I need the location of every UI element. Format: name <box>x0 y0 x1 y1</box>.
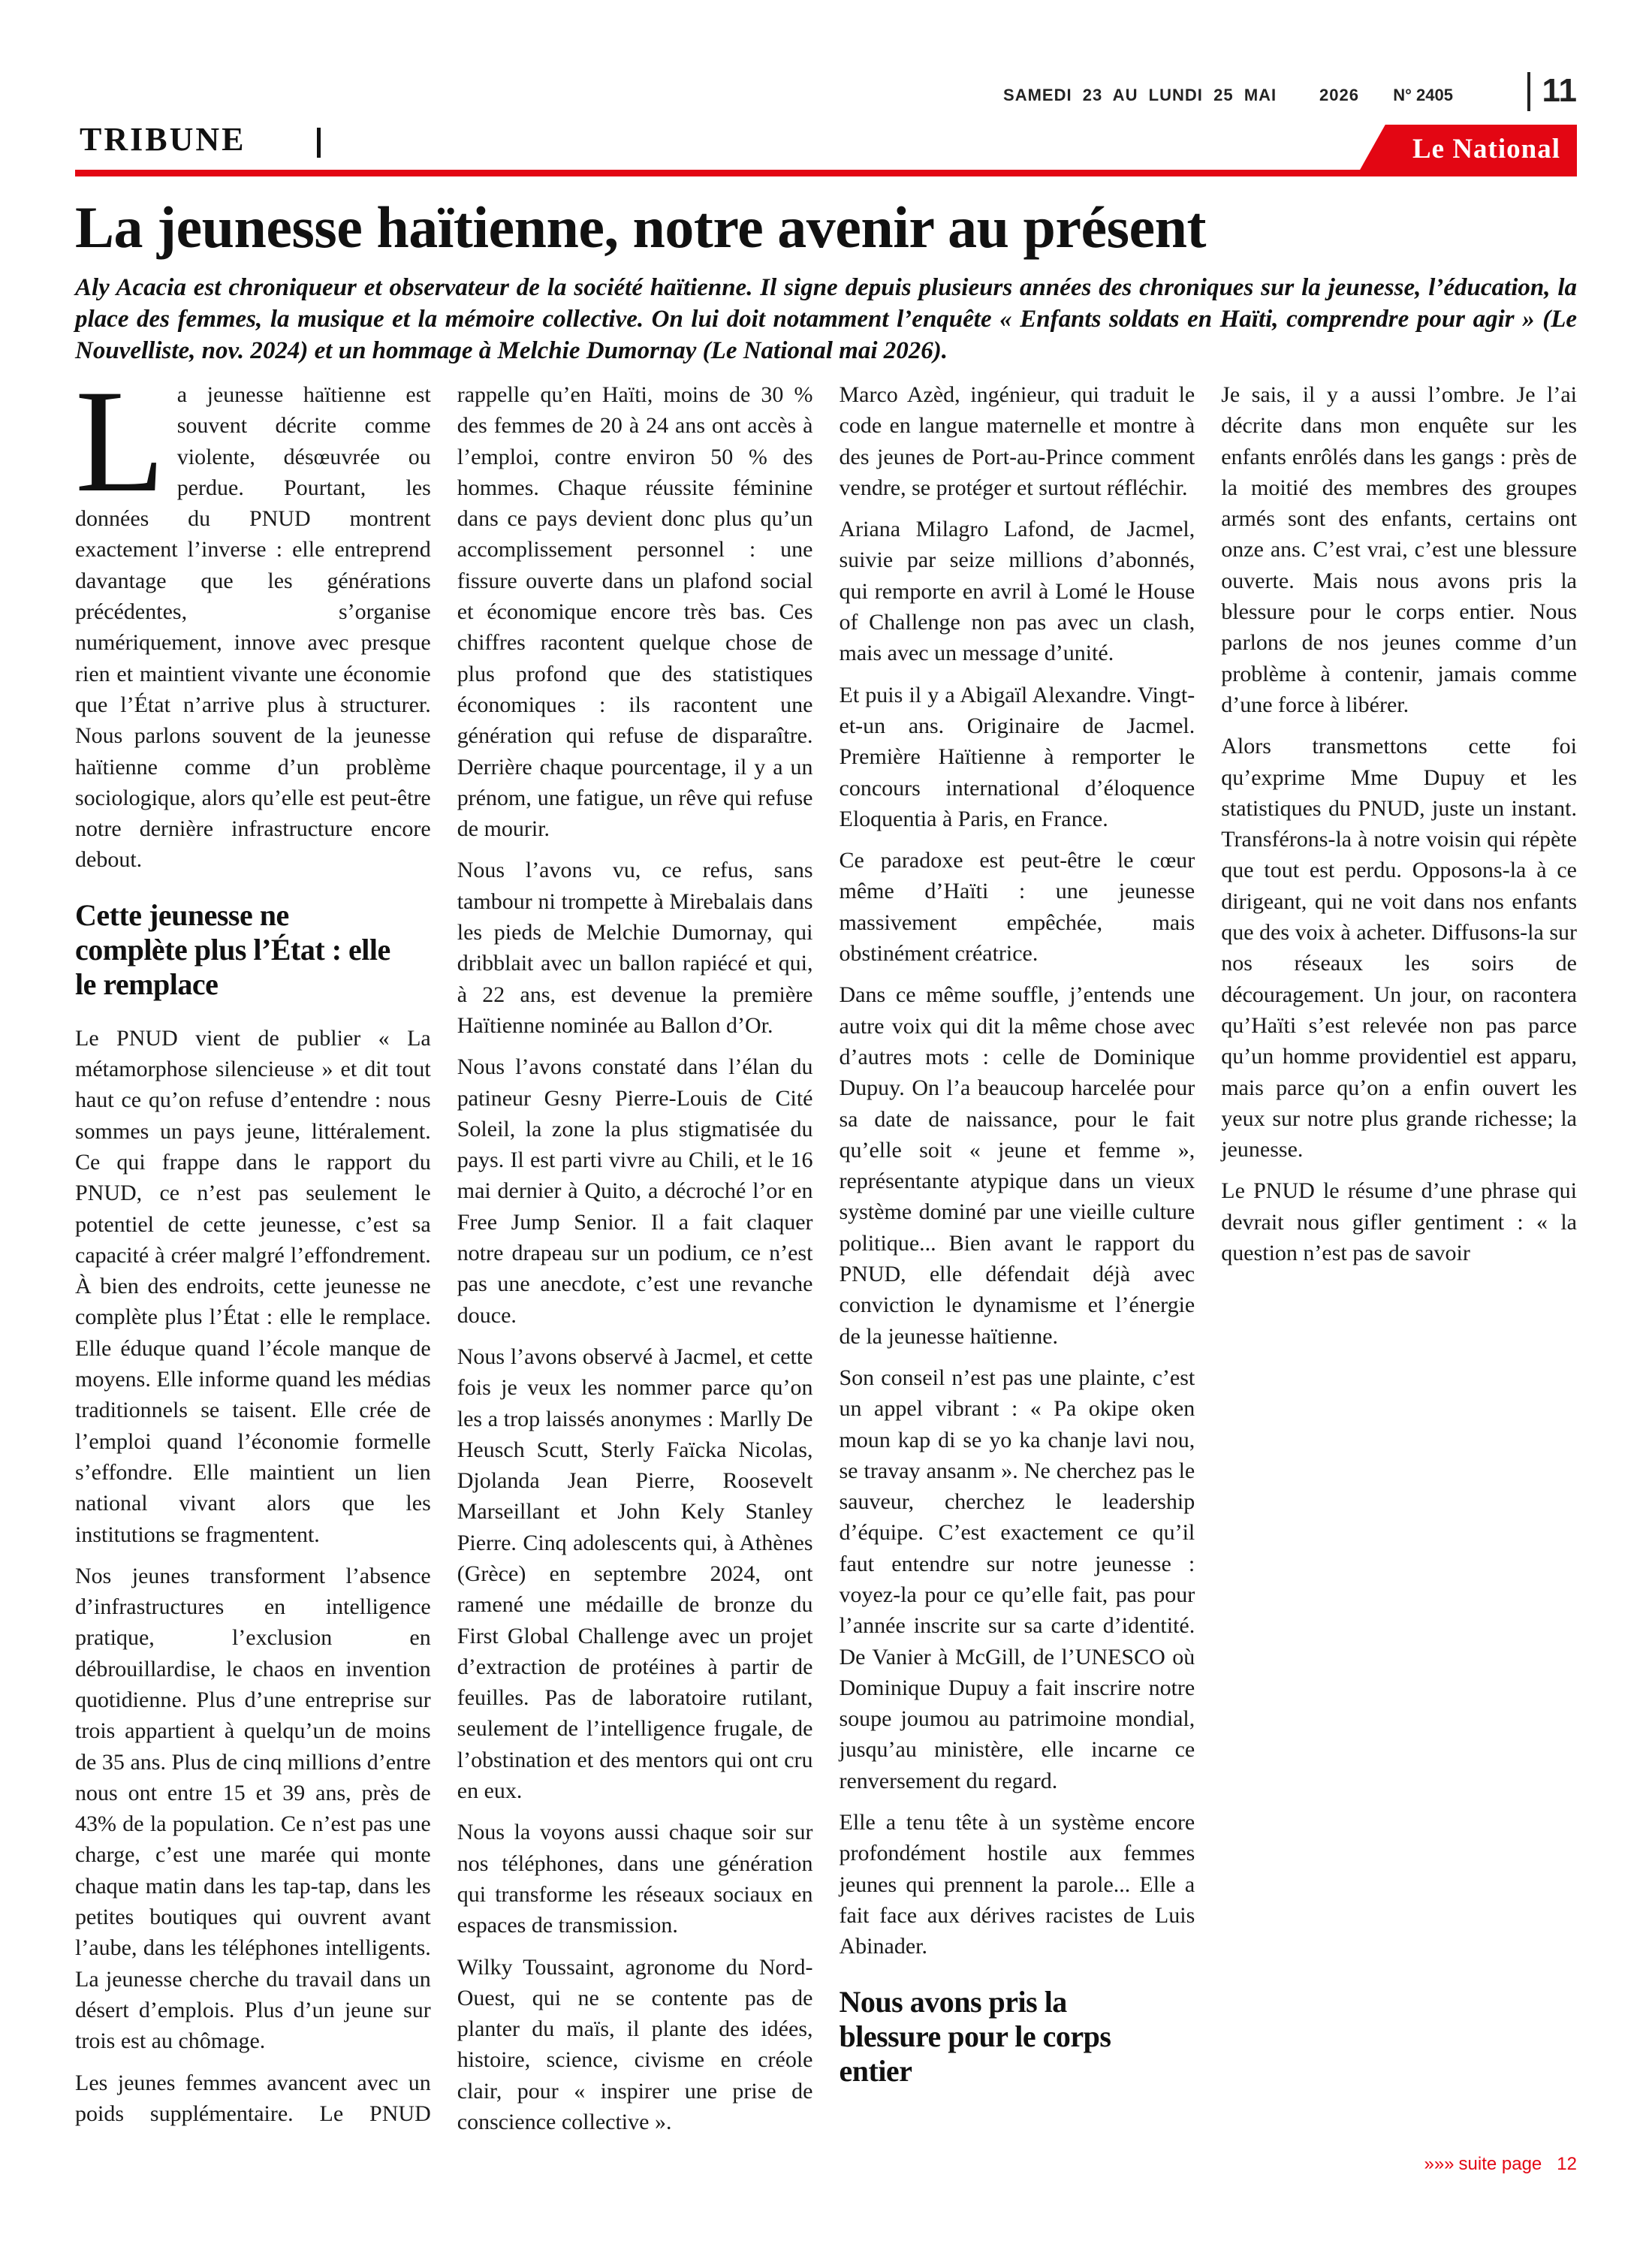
body-paragraph: Nous l’avons constaté dans l’élan du patineur Gesny Pierre-Louis de Cité Soleil, la zone la plus stigmatisée du pays. Il est parti vivre au Chili, et le 16 mai dernier à Quito, a décroché l’or en Free Jump Senior. Il a fait claquer notre drapeau sur un podium, ce n’est pas une anecdote, c’est une revanche douce. <box>457 1054 813 1328</box>
body-paragraph: Ariana Milagro Lafond, de Jacmel, suivie par seize millions d’abonnés, qui remporte en avril à Lomé le House of Challenge non pas avec un clash, mais avec un message d’unité. <box>839 517 1195 666</box>
subheading-1-line: Cette jeunesse ne <box>75 897 289 932</box>
issue-year: 2026 <box>1319 86 1359 104</box>
article-title: La jeunesse haïtienne, notre avenir au présent <box>75 195 1206 260</box>
issue-number: N° 2405 <box>1393 86 1453 104</box>
body-paragraph: Nous la voyons aussi chaque soir sur nos téléphones, dans une génération qui transforme les réseaux sociaux en espaces de transmission. <box>457 1820 813 1938</box>
body-paragraph: Les jeunes femmes avancent avec un poids supplémentaire. Le PNUD rappelle qu’en Haïti, moins de 30 % des femmes de 20 à 24 ans ont accès à l’emploi, contre environ 50 % des hommes. Chaque réussite féminine dans ce pays devient donc plus qu’un accomplissement personnel : une fissure ouverte dans un plafond social et économique encore très bas. Ces chiffres racontent quelque chose de plus profond que des statistiques économiques : ils racontent une génération qui refuse de disparaître. Derrière chaque pourcentage, il y a un prénom, une fatigue, un rêve qui refuse de mourir. <box>75 382 813 2126</box>
body-paragraph: Marco Azèd, ingénieur, qui traduit le code en langue maternelle et montre à des jeunes de Port-au-Prince comment vendre, se protéger et surtout réfléchir. <box>839 382 1195 500</box>
masthead <box>75 0 1577 180</box>
body-paragraph: Dans ce même souffle, j’entends une autre voix qui dit la même chose avec d’autres mots : celle de Dominique Dupuy. On l’a beaucoup harcelée pour sa date de naissance, pour le fait qu’elle soit « jeune et femme », représentante atypique dans un vieux système dominé par une vieille culture politique... Bien avant le rapport du PNUD, elle défendait déjà avec conviction le dynamisme et l’énergie de la jeunesse haïtienne. <box>839 982 1195 1349</box>
rubric-divider <box>317 128 321 158</box>
subheading-1-line: complète plus l’État : elle <box>75 932 390 967</box>
continued-link[interactable] <box>1424 2154 1577 2175</box>
body-paragraph: Alors transmettons cette foi qu’exprime Mme Dupuy et les statistiques du PNUD, juste un instant. Transférons-la à notre voisin qui répète que tout est perdu. Opposons-la à ce dirigeant, qui ne voit dans nos enfants que des voix à acheter. Diffusons-la sur nos réseaux les soirs de découragement. Un jour, on racontera qu’Haïti s’est relevée non pas parce qu’un homme providentiel est apparu, mais parce qu’on a enfin ouvert les yeux sur notre plus grande richesse; la jeunesse. <box>1221 734 1577 1163</box>
body-paragraph: Elle a tenu tête à un système encore profondément hostile aux femmes jeunes qui prennent la parole... Elle a fait face aux dérives racistes de Luis Abinader. <box>839 1810 1195 1959</box>
subheading-2-line: Nous avons pris la <box>839 1984 1067 2019</box>
intro-text: a jeunesse haïtienne est souvent décrite comme violente, désœuvrée ou perdue. Pourtant, les données du PNUD montrent exactement l’inverse : elle entreprend davantage que les générations précédentes, s’organise numériquement, innove avec presque rien et maintient vivante une économie que l’État n’arrive plus à structurer. Nous parlons souvent de la jeunesse haïtienne comme d’un problème sociologique, alors qu’elle est peut-être notre dernière infrastructure encore debout. <box>75 382 431 873</box>
article-body <box>75 360 1577 2155</box>
body-paragraph: Le PNUD vient de publier « La métamorphose silencieuse » et dit tout haut ce qu’on refuse d’entendre : nous sommes un pays jeune, littéralement. Ce qui frappe dans le rapport du PNUD, ce n’est pas seulement le potentiel de cette jeunesse, c’est sa capacité à créer malgré l’effondrement. À bien des endroits, cette jeunesse ne complète plus l’État : elle le remplace. Elle éduque quand l’école manque de moyens. Elle informe quand les médias traditionnels se taisent. Elle crée de l’emploi quand l’économie formelle s’effondre. Elle maintient un lien national vivant alors que les institutions se fragmentent. <box>75 1025 431 1547</box>
section-rubric: TRIBUNE <box>80 121 246 158</box>
body-paragraph: Ce paradoxe est peut-être le cœur même d’Haïti : une jeunesse massivement empêchée, mais obstinément créatrice. <box>839 848 1195 967</box>
issue-date: SAMEDI 23 AU LUNDI 25 MAI <box>1003 86 1277 104</box>
article-standfirst: Aly Acacia est chroniqueur et observateur de la société haïtienne. Il signe depuis plusieurs années des chroniques sur la jeunesse, l’éducation, la place des femmes, la musique et la mémoire collective. On lui doit notamment l’enquête « Enfants soldats en Haïti, comprendre pour agir » (Le Nouvelliste, nov. 2024) et un hommage à Melchie Dumornay (Le National mai 2026). <box>75 274 1577 364</box>
body-paragraph: Wilky Toussaint, agronome du Nord-Ouest, qui ne se contente pas de planter du maïs, il plante des idées, histoire, science, civisme en créole clair, pour « inspirer une prise de conscience collective ». <box>457 1954 813 2135</box>
subheading-2 <box>840 1985 1195 2089</box>
continued-page: 12 <box>1557 2154 1577 2174</box>
body-paragraph: Nos jeunes transforment l’absence d’infrastructures en intelligence pratique, l’exclusion en débrouillardise, le chaos en invention quotidienne. Plus d’une entreprise sur trois appartient à quelqu’un de moins de 35 ans. Plus de cinq millions d’entre nous ont entre 15 et 39 ans, près de 43% de la population. Ce n’est pas une charge, c’est une marée qui monte chaque matin dans les tap-tap, dans les petites boutiques qui ouvrent avant l’aube, dans les téléphones intelligents. La jeunesse cherche du travail dans un désert d’emplois. Plus d’un jeune sur trois est au chômage. <box>75 1563 431 2054</box>
newspaper-brand: Le National <box>1412 134 1560 164</box>
subheading-1 <box>75 898 431 1002</box>
subheading-2-line: entier <box>839 2053 912 2088</box>
subheading-2-line: blessure pour le corps <box>839 2019 1111 2053</box>
body-paragraph: Nous l’avons vu, ce refus, sans tambour ni trompette à Mirebalais dans les pieds de Melchie Dumornay, qui dribblait avec un ballon rapiécé et qui, à 22 ans, est devenue la première Haïtienne nominée au Ballon d’Or. <box>457 858 813 1038</box>
page-number: 11 <box>1542 72 1577 109</box>
body-paragraph: Nous l’avons observé à Jacmel, et cette fois je veux les nommer parce qu’on les a trop laissés anonymes : Marlly De Heusch Scutt, Sterly Faïcka Nicolas, Djolanda Jean Pierre, Roosevelt Marseillant et John Kely Stanley Pierre. Cinq adolescents qui, à Athènes (Grèce) en septembre 2024, ont ramené une médaille de bronze du First Global Challenge avec un projet d’extraction de protéines à partir de feuilles. Pas de laboratoire rutilant, seulement de l’intelligence frugale, de l’obstination et des mentors qui ont cru en eux. <box>457 1344 813 1804</box>
intro-paragraph <box>75 360 431 876</box>
page-number-divider <box>1527 72 1530 111</box>
drop-cap: L <box>75 360 165 523</box>
red-rule <box>75 170 1577 176</box>
body-paragraph: Et puis il y a Abigaïl Alexandre. Vingt-et-un ans. Originaire de Jacmel. Première Haïtienne à remporter le concours international d’éloquence Eloquentia à Paris, en France. <box>839 682 1195 831</box>
continued-arrows-icon: »»» <box>1424 2154 1455 2174</box>
subheading-1-line: le remplace <box>75 967 219 1001</box>
dateline <box>1003 86 1359 105</box>
body-paragraph: Son conseil n’est pas une plainte, c’est un appel vibrant : « Pa okipe oken moun kap di se yo ka chanje lavi nou, se travay ansanm ». Ne cherchez pas le sauveur, cherchez le leadership d’équipe. C’est exactement ce qu’il faut entendre sur notre jeunesse : voyez-la pour ce qu’elle fait, pas pour l’année inscrite sur sa carte d’identité. De Vanier à McGill, de l’UNESCO où Dominique Dupuy a fait inscrire notre soupe joumou au patrimoine mondial, jusqu’au ministère, elle incarne ce renversement du regard. <box>839 1365 1195 1793</box>
body-paragraph: Le PNUD le résume d’une phrase qui devrait nous gifler gentiment : « la question n’est pas de savoir <box>1221 1178 1577 1266</box>
continued-label: suite page <box>1458 2154 1542 2174</box>
body-paragraph: Je sais, il y a aussi l’ombre. Je l’ai décrite dans mon enquête sur les enfants enrôlés dans les gangs : près de la moitié des membres des groupes armés sont des enfants, certains ont onze ans. C’est vrai, c’est une blessure ouverte. Mais nous avons pris la blessure pour le corps entier. Nous parlons de nos jeunes comme d’un problème à contenir, jamais comme d’une force à libérer. <box>1221 382 1577 717</box>
